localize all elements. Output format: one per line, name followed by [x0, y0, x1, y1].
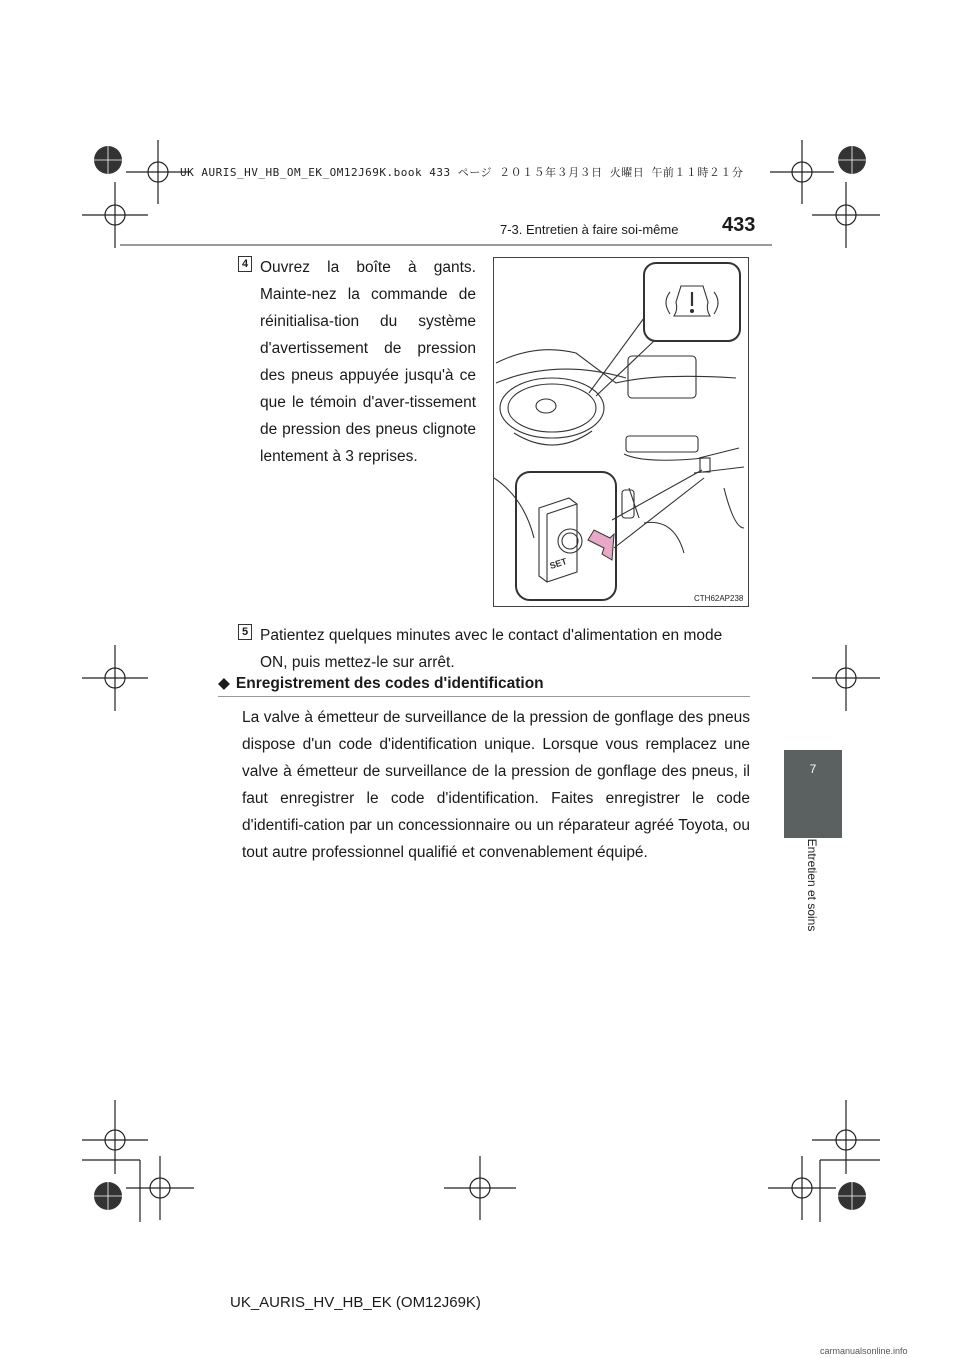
figure-code: CTH62AP238 [694, 594, 744, 603]
button-label: SET [548, 556, 569, 572]
step-badge-4: 4 [238, 256, 252, 272]
step-badge-5: 5 [238, 624, 252, 640]
step-4-text: Ouvrez la boîte à gants. Mainte-nez la commande de réinitialisa-tion du système d'avertissement de pression des pneus appuyée jusqu'à ce que le témoin d'aver-tissement de pression des pneus clignote lentement à 3 reprises. [260, 259, 476, 465]
page-number: 433 [722, 214, 756, 236]
subsection-title: Enregistrement des codes d'identification [235, 675, 544, 692]
section-title: 7-3. Entretien à faire soi-même [500, 222, 679, 237]
subsection-paragraph: La valve à émetteur de surveillance de la pression de gonflage des pneus dispose d'un code d'identification unique. Lorsque vous remplacez une valve à émetteur de surveillance de la pression de gonflage des pneus, il faut enregistrer le code d'identification. Faites enregistrer le code d'identifi-cation par un concessionnaire ou un réparateur agréé Toyota, ou tout autre professionnel qualifié et convenablement équipé. [242, 709, 750, 861]
chapter-number: 7 [809, 762, 817, 776]
chapter-label: Entretien et soins [805, 838, 819, 932]
chapter-tab [784, 750, 842, 838]
subsection-heading [218, 674, 544, 693]
footer-code: UK_AURIS_HV_HB_EK (OM12J69K) [230, 1294, 481, 1311]
dashboard-drawing [494, 258, 748, 606]
subsection-rule [218, 696, 750, 697]
diamond-icon: ◆ [218, 675, 230, 692]
header-rule [120, 244, 772, 246]
step-5-text: Patientez quelques minutes avec le contact d'alimentation en mode ON, puis mettez-le sur arrêt. [260, 627, 723, 671]
watermark: carmanualsonline.info [820, 1346, 908, 1356]
print-info-line: UK AURIS_HV_HB_OM_EK_OM12J69K.book 433 ページ ２０１５年３月３日 火曜日 午前１１時２１分 [180, 166, 744, 179]
tpms-reset-illustration [493, 257, 749, 607]
